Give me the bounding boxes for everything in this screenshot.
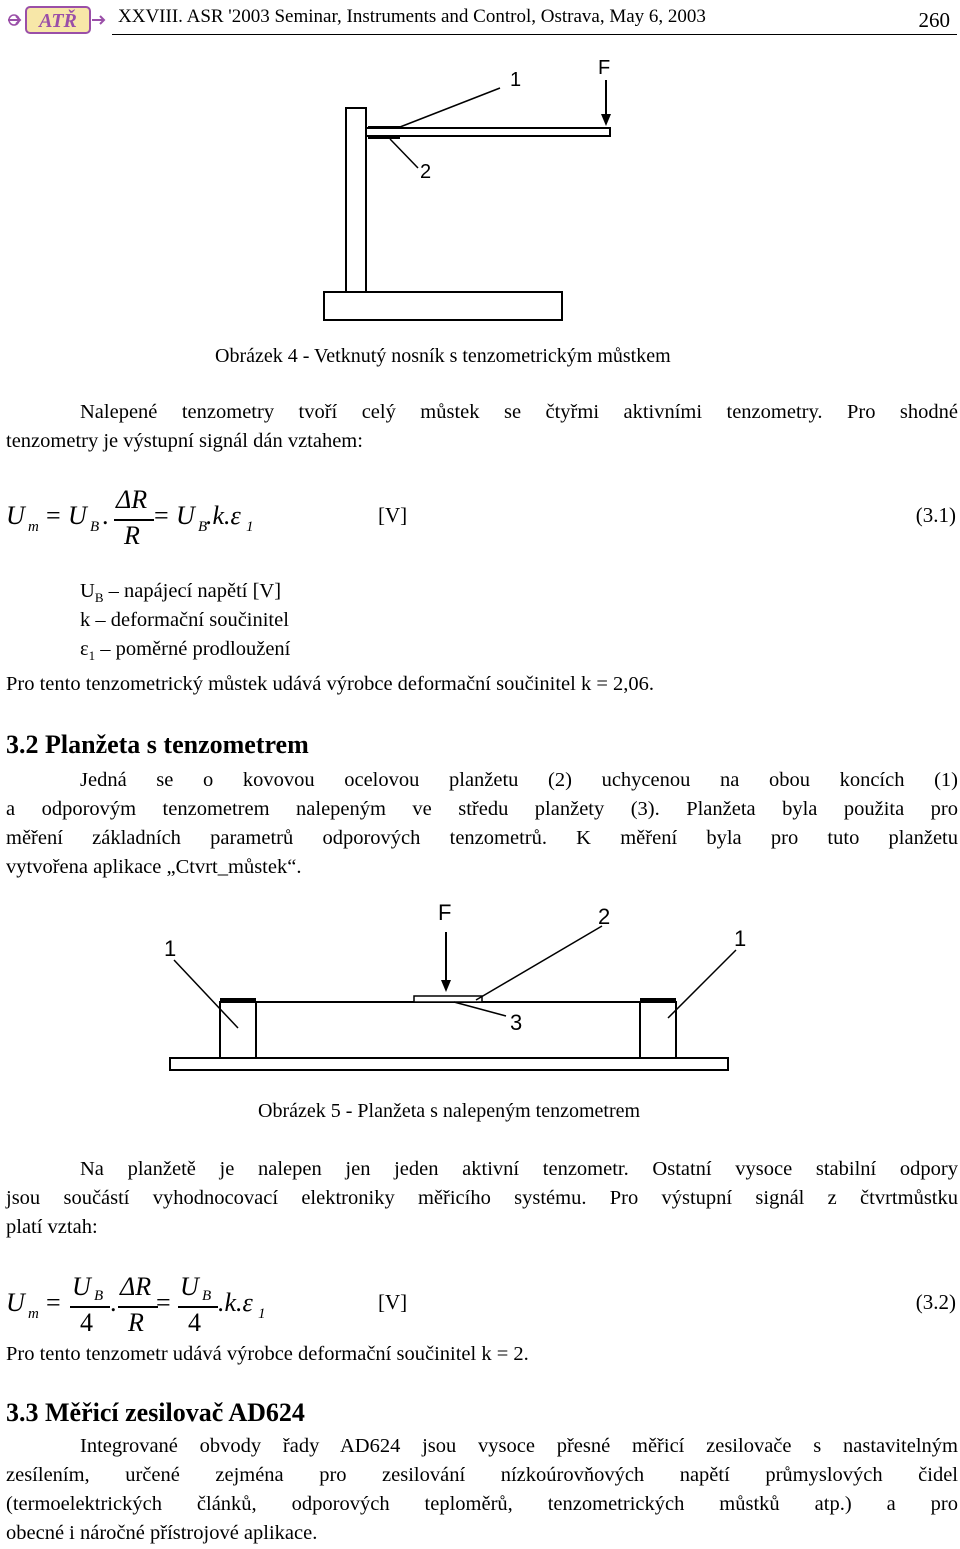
eq2-frac2-num: ΔR	[120, 1272, 152, 1301]
fig5-label-1-right: 1	[734, 926, 747, 951]
s32-line2: a odporovým tenzometrem nalepeným ve středu planžety (3). Planžeta byla použita pro	[6, 798, 958, 820]
s33-line3: (termoelektrických článků, odporových teploměrů, tenzometrických můstků atp.) a pro	[6, 1493, 958, 1515]
vertical-post	[346, 108, 366, 292]
eq1-tail-sub: 1	[246, 519, 254, 535]
para3-line1: Na planžetě je nalepen jen jeden aktivní tenzometr. Ostatní vysoce stabilní odpory	[80, 1158, 958, 1180]
gauge-top	[368, 126, 400, 129]
para1-line1: Nalepené tenzometry tvoří celý můstek se čtyřmi aktivními tenzometry. Pro shodné	[80, 401, 958, 423]
s32-line3: měření základních parametrů odporových tenzometrů. K měření byla pro tuto planžetu	[6, 827, 958, 849]
equation-3-2	[6, 1272, 958, 1342]
eq1-denominator: R	[124, 521, 140, 550]
section-3-3-heading: 3.3 Měřicí zesilovač AD624	[6, 1398, 305, 1427]
atr-logo	[6, 4, 106, 36]
figure-5-planzeta	[150, 890, 750, 1075]
eq2-frac3-num: U	[180, 1272, 199, 1301]
eq2-equals-2: =	[156, 1288, 171, 1317]
symbol-ub: $U_B$ – napájecí napětí [V]	[80, 580, 282, 606]
fig5-gauge	[414, 996, 482, 1002]
gauge-bottom	[368, 136, 400, 139]
section-3-3-text	[6, 1432, 958, 1548]
fig5-label-1-left: 1	[164, 936, 177, 961]
s32-line4: vytvořena aplikace „Ctvrt_můstek“.	[6, 856, 302, 878]
fig4-label-1: 1	[510, 69, 522, 91]
eq2-unit: [V]	[378, 1290, 408, 1314]
fig5-left-support	[220, 1002, 256, 1058]
eq1-number: (3.1)	[915, 503, 956, 527]
eq2-um-sub: m	[28, 1306, 39, 1322]
paragraph-2	[6, 670, 958, 699]
eq1-ub: U	[68, 501, 87, 530]
para2-line: Pro tento tenzometrický můstek udává výrobce deformační součinitel k = 2,06.	[6, 673, 655, 695]
symbol-eps: $\varepsilon_1$ – poměrné prodloužení	[80, 638, 291, 664]
fig5-label-2: 2	[598, 904, 611, 929]
eq1-numerator: ΔR	[116, 485, 148, 514]
figure-4-caption: Obrázek 4 - Vetknutý nosník s tenzometrickým můstkem	[215, 345, 671, 367]
page-number: 260	[918, 8, 950, 32]
eq2-frac2-den: R	[128, 1308, 144, 1337]
paragraph-4	[6, 1340, 958, 1369]
fig5-base	[170, 1058, 728, 1070]
eq1-equals: =	[46, 501, 61, 530]
eq2-dot: .	[110, 1288, 117, 1317]
page-header	[0, 0, 960, 40]
eq1-dot: .	[102, 501, 109, 530]
para3-line3: platí vztah:	[6, 1216, 98, 1238]
base-plate	[324, 292, 562, 320]
eq2-equals: =	[46, 1288, 61, 1317]
fig4-label-f: F	[598, 57, 611, 79]
s33-line2: zesílením, určené zejména pro zesilování nízkoúrovňových napětí průmyslových čidel	[6, 1464, 958, 1486]
eq2-um: U	[6, 1288, 25, 1317]
eq2-tail: .k.ε	[218, 1288, 253, 1317]
fig4-label-2: 2	[420, 161, 432, 183]
eq2-frac1-den: 4	[80, 1308, 93, 1337]
eq1-ub2: U	[176, 501, 195, 530]
section-3-2-heading: 3.2 Planžeta s tenzometrem	[6, 730, 309, 759]
eq1-um-sub: m	[28, 519, 39, 535]
eq2-frac1-num-sub: B	[94, 1288, 104, 1304]
eq1-tail: .k.ε	[206, 501, 241, 530]
running-header: XXVIII. ASR '2003 Seminar, Instruments and Control, Ostrava, May 6, 2003	[118, 6, 706, 27]
section-3-2-text	[6, 766, 958, 882]
figure-5-caption: Obrázek 5 - Planžeta s nalepeným tenzometrem	[258, 1100, 641, 1122]
symbol-k: k – deformační součinitel	[80, 609, 289, 631]
para1-line2: tenzometry je výstupní signál dán vztahem:	[6, 430, 363, 452]
svg-text:ATŘ: ATŘ	[39, 10, 77, 32]
header-rule	[112, 34, 957, 35]
cantilever-beam	[366, 128, 610, 136]
eq1-ub-sub: B	[90, 519, 100, 535]
eq1-ub2-sub: B	[198, 519, 208, 535]
s33-line1: Integrované obvody řady AD624 jsou vysoce přesné měřicí zesilovače s nastavitelným	[80, 1435, 958, 1457]
s32-line1: Jedná se o kovovou ocelovou planžetu (2) uchycenou na obou koncích (1)	[80, 769, 958, 791]
para4-line: Pro tento tenzometr udává výrobce deformační součinitel k = 2.	[6, 1343, 529, 1365]
eq2-frac1-num: U	[72, 1272, 91, 1301]
fig5-label-3: 3	[510, 1010, 523, 1035]
fig5-label-f: F	[438, 900, 452, 925]
eq1-equals-2: =	[154, 501, 169, 530]
equation-3-1	[6, 485, 958, 555]
s33-line4: obecné i náročné přístrojové aplikace.	[6, 1522, 318, 1544]
para3-line2: jsou součástí vyhodnocovací elektroniky měřicího systému. Pro výstupní signál z čtvrtmůstku	[6, 1187, 958, 1209]
eq1-um: U	[6, 501, 25, 530]
eq2-frac3-den: 4	[188, 1308, 201, 1337]
eq2-number: (3.2)	[915, 1290, 956, 1314]
figure-4-cantilever	[300, 50, 640, 330]
eq2-frac3-num-sub: B	[202, 1288, 212, 1304]
eq2-tail-sub: 1	[258, 1306, 266, 1322]
paragraph-3	[6, 1155, 958, 1242]
eq1-unit: [V]	[378, 503, 408, 527]
fig5-right-support	[640, 1002, 676, 1058]
paragraph-1	[6, 398, 958, 456]
